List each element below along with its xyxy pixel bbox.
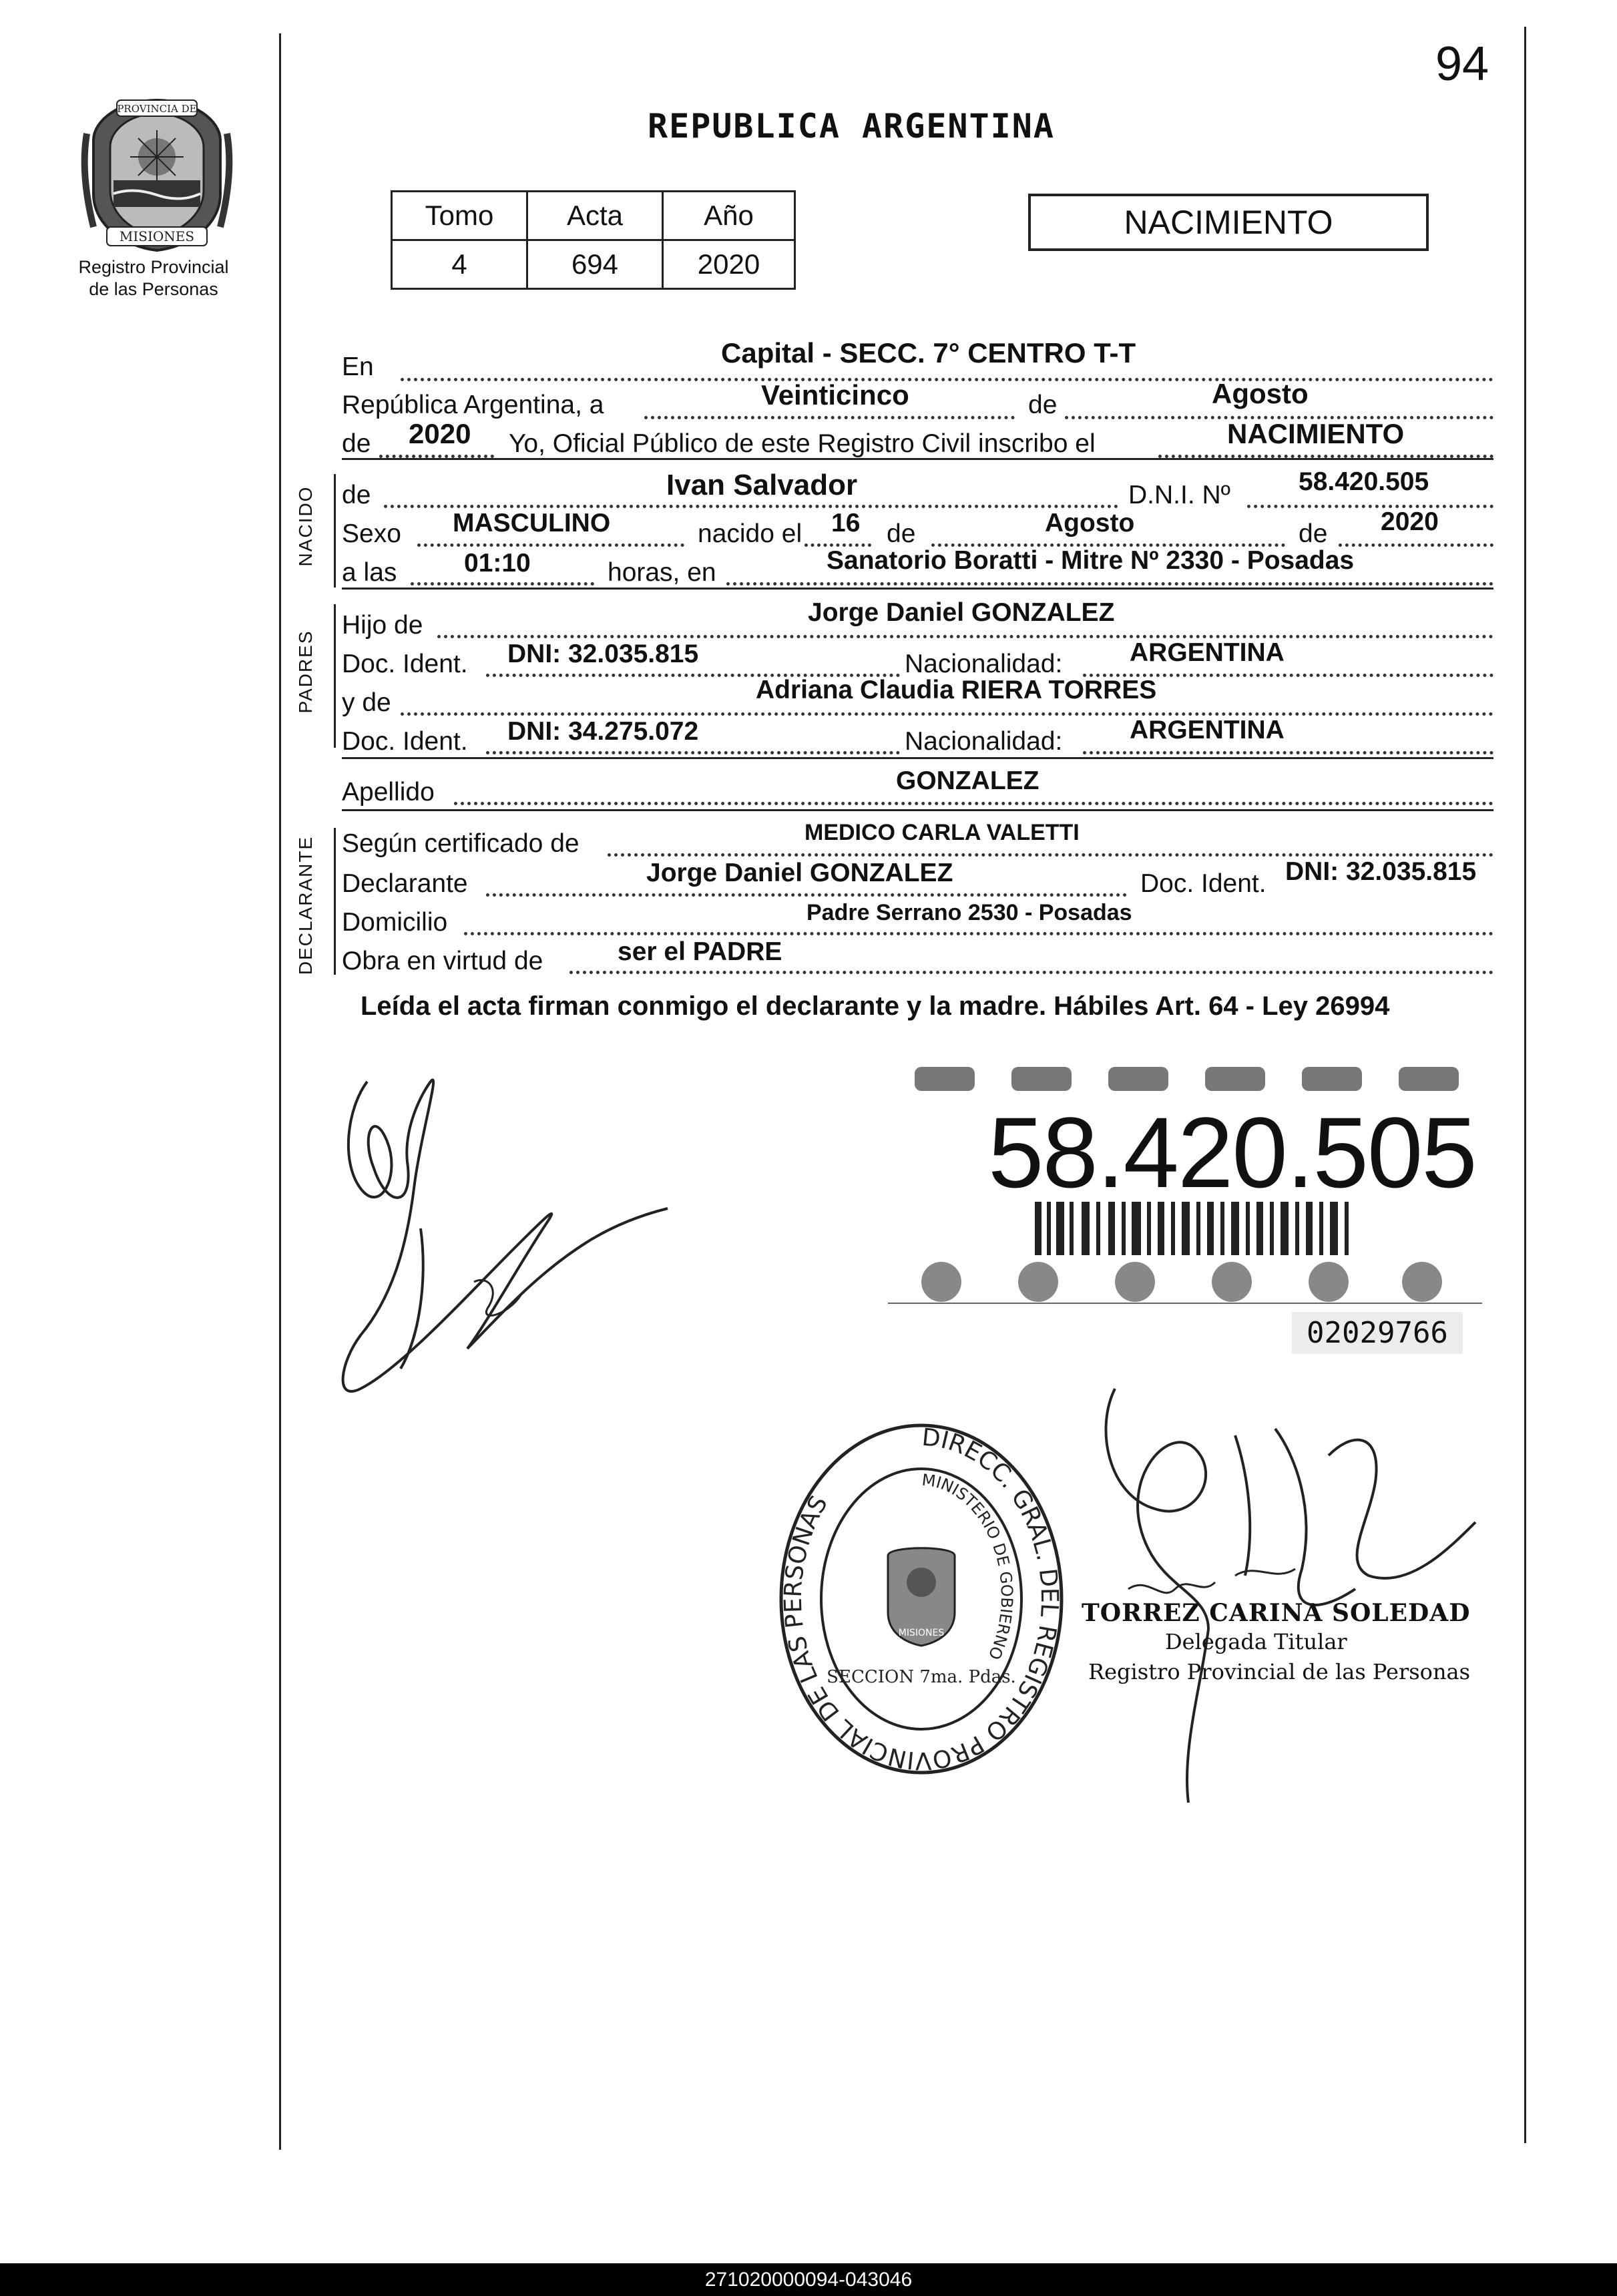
obra-value: ser el PADRE bbox=[618, 937, 782, 966]
mother-name: Adriana Claudia RIERA TORRES bbox=[756, 676, 1157, 704]
acta-header: Acta bbox=[527, 192, 663, 240]
hijo-de-label: Hijo de bbox=[342, 611, 423, 640]
mother-nationality-label: Nacionalidad: bbox=[905, 727, 1063, 756]
certificado-label: Según certificado de bbox=[342, 829, 580, 858]
republica-label: República Argentina, a bbox=[342, 391, 604, 419]
page-number: 94 bbox=[1435, 37, 1489, 91]
apellido-label: Apellido bbox=[342, 778, 435, 807]
sticker-dni-number: 58.420.505 bbox=[988, 1096, 1476, 1208]
official-signature bbox=[1075, 1375, 1489, 1816]
sticker-serial-number: 02029766 bbox=[1292, 1312, 1463, 1354]
father-nationality-label: Nacionalidad: bbox=[905, 650, 1063, 678]
dni-label: D.N.I. Nº bbox=[1128, 481, 1230, 509]
obra-label: Obra en virtud de bbox=[342, 947, 543, 975]
section-label-padres: PADRES bbox=[295, 630, 316, 714]
province-emblem-icon bbox=[80, 93, 234, 254]
father-doc: DNI: 32.035.815 bbox=[507, 640, 699, 668]
nacido-de-label2: de bbox=[887, 519, 916, 548]
de2-label: de bbox=[342, 429, 371, 458]
apellido-value: GONZALEZ bbox=[896, 766, 1040, 795]
left-margin-line bbox=[279, 33, 281, 2150]
father-name: Jorge Daniel GONZALEZ bbox=[808, 598, 1115, 627]
certificado-value: MEDICO CARLA VALETTI bbox=[804, 820, 1080, 845]
en-label: En bbox=[342, 353, 374, 381]
seal-center-text: MISIONES bbox=[898, 1628, 945, 1638]
tomo-value: 4 bbox=[392, 240, 527, 289]
country-title: REPUBLICA ARGENTINA bbox=[648, 107, 1055, 146]
record-month: Agosto bbox=[1212, 378, 1309, 409]
record-number-table bbox=[391, 190, 796, 290]
mother-nationality: ARGENTINA bbox=[1130, 716, 1285, 744]
record-event: NACIMIENTO bbox=[1227, 418, 1405, 449]
intro-statement: Yo, Oficial Público de este Registro Civil inscribo el bbox=[509, 429, 1096, 458]
birth-month: Agosto bbox=[1045, 509, 1135, 537]
birth-day: 16 bbox=[831, 509, 861, 537]
mother-doc-label: Doc. Ident. bbox=[342, 727, 468, 756]
official-name: TORREZ CARINA SOLEDAD bbox=[1082, 1599, 1471, 1627]
closing-statement: Leída el acta firman conmigo el declarante y la madre. Hábiles Art. 64 - Ley 26994 bbox=[361, 991, 1390, 1021]
birth-place: Sanatorio Boratti - Mitre Nº 2330 - Posadas bbox=[827, 546, 1355, 575]
domicilio-label: Domicilio bbox=[342, 908, 448, 937]
declarante-name: Jorge Daniel GONZALEZ bbox=[646, 859, 953, 887]
child-dni: 58.420.505 bbox=[1299, 467, 1429, 496]
child-sex: MASCULINO bbox=[453, 509, 611, 537]
section-label-declarante: DECLARANTE bbox=[295, 835, 316, 975]
horas-label: horas, en bbox=[608, 558, 716, 587]
de-label: de bbox=[1028, 391, 1058, 419]
official-role: Delegada Titular bbox=[1165, 1629, 1347, 1654]
record-day-words: Veinticinco bbox=[761, 379, 909, 411]
registry-place: Capital - SECC. 7° CENTRO T-T bbox=[721, 337, 1136, 369]
child-name: Ivan Salvador bbox=[666, 469, 858, 501]
declarante-label: Declarante bbox=[342, 869, 468, 898]
right-margin-line bbox=[1524, 27, 1526, 2143]
seal-inner-text: MINISTERIO DE GOBIERNO bbox=[921, 1470, 1017, 1662]
birth-time: 01:10 bbox=[464, 549, 531, 578]
declarante-doc: DNI: 32.035.815 bbox=[1285, 857, 1477, 886]
nacido-de-label: de bbox=[342, 481, 371, 509]
father-nationality: ARGENTINA bbox=[1130, 638, 1285, 667]
y-de-label: y de bbox=[342, 688, 391, 717]
declarant-signature bbox=[320, 1055, 694, 1429]
acta-value: 694 bbox=[527, 240, 663, 289]
nacido-el-label: nacido el bbox=[698, 519, 802, 548]
mother-doc: DNI: 34.275.072 bbox=[507, 717, 699, 746]
seal-section-text: SECCION 7ma. Pdas. bbox=[827, 1667, 1016, 1687]
declarante-doc-label: Doc. Ident. bbox=[1140, 869, 1266, 898]
footer-document-code: 271020000094-043046 bbox=[0, 2263, 1617, 2296]
nacido-de-label3: de bbox=[1299, 519, 1328, 548]
seal-outer-text: DIRECC. GRAL. DEL REGISTRO PROVINCIAL DE LAS PERSONAS bbox=[779, 1423, 1064, 1775]
official-organization: Registro Provincial de las Personas bbox=[1088, 1659, 1471, 1684]
sexo-label: Sexo bbox=[342, 519, 401, 548]
a-las-label: a las bbox=[342, 558, 397, 587]
record-type-box: NACIMIENTO bbox=[1028, 194, 1429, 251]
registry-name: Registro Provincial de las Personas bbox=[78, 257, 229, 299]
emblem-text-bottom: MISIONES bbox=[119, 228, 195, 244]
record-year: 2020 bbox=[409, 418, 471, 449]
domicilio-value: Padre Serrano 2530 - Posadas bbox=[806, 900, 1132, 925]
emblem-text-top: PROVINCIA DE bbox=[117, 103, 197, 115]
birth-year: 2020 bbox=[1381, 507, 1439, 536]
tomo-header: Tomo bbox=[392, 192, 527, 240]
anio-value: 2020 bbox=[663, 240, 795, 289]
father-doc-label: Doc. Ident. bbox=[342, 650, 468, 678]
official-seal bbox=[774, 1419, 1068, 1779]
section-label-nacido: NACIDO bbox=[295, 485, 316, 567]
anio-header: Año bbox=[663, 192, 795, 240]
